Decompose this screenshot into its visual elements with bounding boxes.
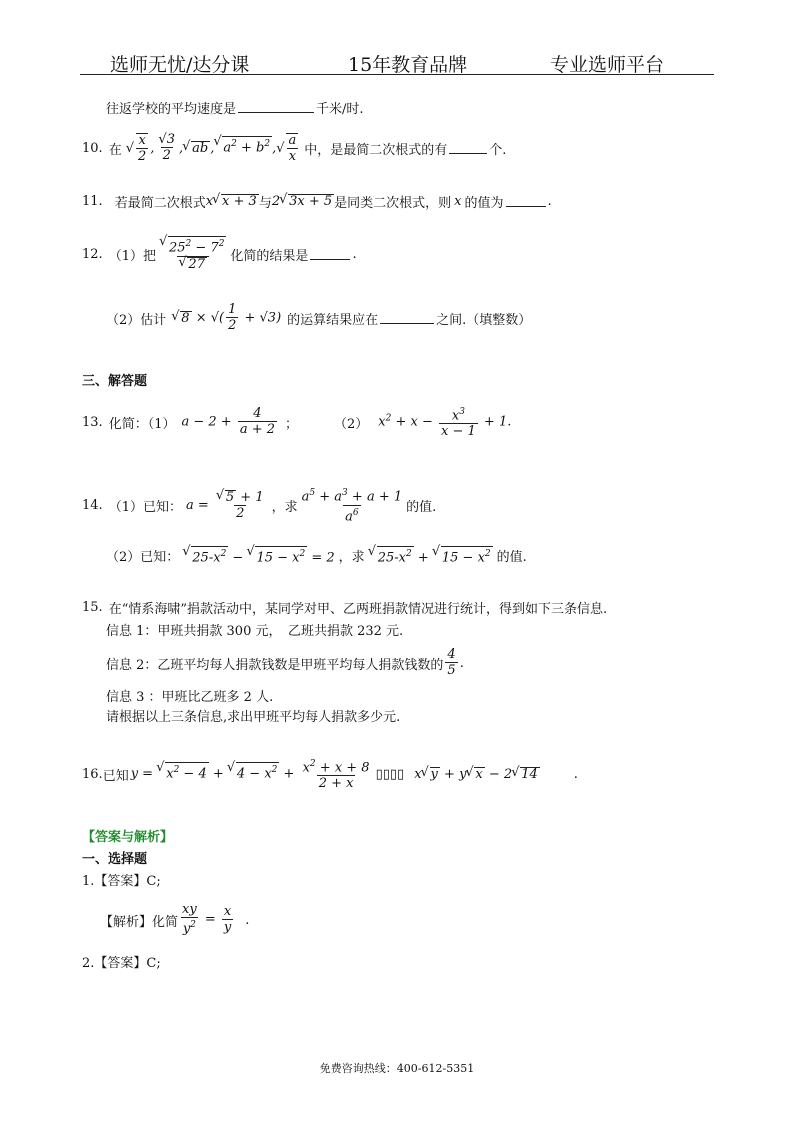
q14-p2-target: √ $25-x^2$ + √ $15 - x^2$ [369,546,493,565]
q15-line3-end: . [459,655,464,671]
q12-number: 12. [82,246,103,262]
question-13 [82,402,511,442]
q15-line1: 在“情系海啸”捐款活动中，某同学对甲、乙两班捐款情况进行统计，得到如下三条信息. [108,602,608,617]
q10-blank [449,143,487,154]
q12-p1-suffix: 化简的结果是 [230,248,309,264]
q14-p1-target: $\frac{a^5 + a^3 + a + 1}{a^6}$ [301,488,403,524]
q9-blank [238,102,314,113]
q16-number: 16. [82,766,103,782]
q12-p2-expr: √ 8 × √( $\frac{1}{2}$ + √3) [172,303,281,333]
q9-suffix: 千米/时. [316,102,364,117]
footer-hotline: 免费咨询热线：400-612-5351 [319,1062,475,1075]
q11-suffix2: 的值为 [464,196,504,211]
q11-expr-a: x√ x + 3 [206,194,259,209]
header-left: 选师无忧/达分课 [110,54,250,76]
q12-p1-prefix: （1）把 [108,248,156,264]
q15-line2: 信息 1：甲班共捐款 300 元， 乙班共捐款 232 元. [106,624,404,639]
q12-p1-blank [310,249,350,260]
section-heading-3: 三、解答题 [82,374,148,389]
q15-fraction: $\frac{4}{5}$ [447,647,456,678]
q16-prefix: 已知 [102,768,129,784]
answers-title: 【答案与解析】 [82,830,174,845]
question-12-part1 [82,232,357,276]
question-11 [82,192,552,211]
q13-p2: （2） [334,416,369,432]
question-14-part1 [82,484,436,526]
q11-var: x [454,194,462,209]
a1-explain-label: 【解析】化简 [100,914,179,930]
q10-expressions: √ $\frac{x}{2}$ , $\frac{√3}{2}$ ,√ ab ,√ $a^2 + b^2$ ,√ $\frac{a}{x}$ [126,133,301,164]
q9-prefix: 往返学校的平均速度是 [106,102,237,117]
q14-p1-end: 的值. [406,499,437,515]
q11-number: 11. [82,194,103,209]
q16-expr: y = √ $x^2 - 4$ + √ $4 - x^2$ + $\frac{x^2 + x + 8}{2 + x}$ [131,757,374,791]
q11-suffix: 是同类二次根式，则 [334,196,452,211]
q14-p1-prefix: （1）已知： [108,499,182,515]
q12-p1-end: . [352,246,357,262]
q10-number: 10. [82,140,103,156]
q14-p2-end: 的值. [496,550,527,566]
q15-number: 15. [82,600,103,615]
q14-p1-mid: ，求 [271,499,298,515]
q10-prefix: 在 [108,142,122,158]
q9-tail [106,98,364,117]
a1-explain-end: . [245,912,250,928]
question-14-part2 [106,546,527,565]
q11-end: . [547,194,552,209]
question-12-part2 [106,298,531,338]
page-header [80,46,714,75]
q10-end: 个. [489,142,507,158]
q10-suffix: 中，是最简二次根式的有 [304,142,448,158]
q12-fraction: √ $25^2 - 7^2$ √ 27 [158,236,228,271]
header-right: 专业选师平台 [550,54,665,76]
header-center: 15年教育品牌 [348,54,468,76]
q16-target: x√ y + y√ x − 2√ 14 [414,767,540,782]
q14-p2-mid: ，求 [338,550,365,566]
q14-p1-expr: a = √ $\frac{5 + 1}{2}$ [186,490,268,521]
answer-1-explain [100,902,249,938]
q11-prefix: 若最简二次根式 [114,196,206,211]
q13-expr-1: a − 2 + $\frac{4}{a + 2}$ [181,406,275,437]
answers-section-1: 一、选择题 [82,852,148,867]
q15-line3-row [106,646,464,680]
q11-mid: 与 [258,196,272,211]
q11-blank [506,196,546,207]
question-15-line1 [82,598,607,617]
q12-p2-blank [380,313,434,324]
q12-p2-suffix: 的运算结果应在 [287,312,379,328]
q16-glitch: ▯▯▯▯ [375,766,405,782]
q14-p2-prefix: （2）已知： [106,550,180,566]
answer-1: 1.【答案】C; [82,874,161,889]
q16-end: . [573,766,578,782]
q14-p2-expr: √ $25-x^2$ − √ $15 - x^2 = 2$ [183,546,334,565]
question-10 [82,128,506,168]
q15-line4: 信息 3 ：甲班比乙班多 2 人. [106,690,274,705]
a1-explain-expr: $\frac{xy}{y^2}$ = $\frac{x}{y}$ [182,902,232,937]
question-16 [82,754,578,794]
q12-p2-end: 之间.（填整数） [436,312,532,328]
q11-expr-b: 2√ 3x + 5 [272,194,334,209]
q12-p2-prefix: （2）估计 [106,312,167,328]
q13-prefix: 化简：（1） [108,416,176,432]
q13-sep: ； [285,416,299,432]
q14-number: 14. [82,497,103,513]
q15-line5: 请根据以上三条信息,求出甲班平均每人捐款多少元. [106,710,401,725]
answer-2: 2.【答案】C; [82,956,161,971]
q15-line3: 信息 2：乙班平均每人捐款钱数是甲班平均每人捐款钱数的 [106,657,444,673]
q13-number: 13. [82,414,103,430]
q13-expr-2: $x^2 + x$ − $\frac{x^3}{x - 1}$ + 1. [378,406,512,440]
